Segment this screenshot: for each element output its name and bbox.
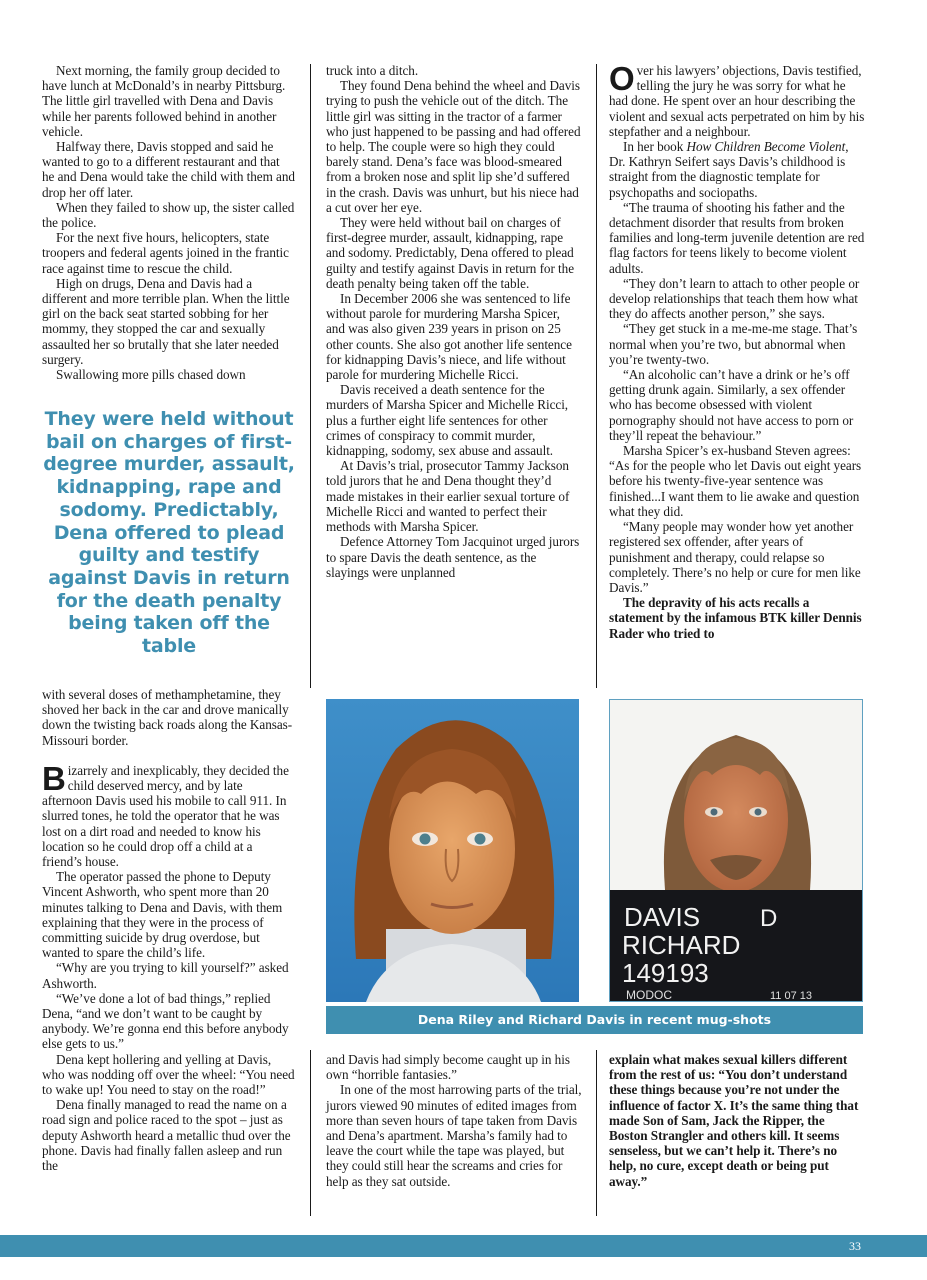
photo-richard-davis: [609, 699, 863, 1002]
column-1-top: [42, 63, 295, 382]
paragraph: [609, 139, 865, 200]
column-2-bottom: [326, 1052, 582, 1189]
book-lead: In her book: [623, 139, 687, 155]
paragraph: “An alcoholic can’t have a drink or he’s off getting drunk again. Similarly, a sex offender who has become obsessed with violent pornography should not have access to porn or they’ll repeat the behaviour.”: [609, 367, 854, 443]
column-3-bottom: [609, 1052, 865, 1189]
bold-paragraph: The depravity of his acts recalls a statement by the infamous BTK killer Dennis Rader who tried to: [609, 595, 862, 641]
column-3-top: [609, 60, 865, 641]
footer-bar: [0, 1235, 927, 1257]
mugshot-man-image: [610, 700, 862, 1001]
mugshot-footer-right: 11 07 13: [770, 990, 813, 1001]
dropcap-text: ver his lawyers’ objections, Davis testified, telling the jury he was sorry for what he had done. He spent over an hour describing the violent and sexual acts perpetrated on him by his stepfather and a neighbour.: [609, 63, 865, 139]
dropcap-text: izarrely and inexplicably, they decided the child deserved mercy, and by late afternoon Davis used his mobile to call 911. In slurred tones, he told the operator that he was lost on a dirt road and needed to know his location so he could drop off a child at a friend’s house.: [42, 762, 289, 870]
mugshot-line3: 149193: [622, 958, 709, 988]
dropcap-paragraph: [42, 759, 295, 870]
column-divider: [310, 1050, 311, 1216]
portrait-woman-image: [326, 699, 579, 1002]
column-divider: [596, 64, 597, 688]
paragraph: “We’ve done a lot of bad things,” replied Dena, “and we don’t want to be caught by anybody. We’re gonna end this before anybody else gets to us.”: [42, 990, 289, 1052]
paragraph: “They don’t learn to attach to other people or develop relationships that teach them how what they do affects another person,” she says.: [609, 275, 860, 322]
paragraph: “They get stuck in a me-me-me stage. That’s normal when you’re two, but abnormal when you’re twenty-two.: [609, 321, 858, 367]
pull-quote: They were held without bail on charges of first-degree murder, assault, kidnapping, rape and sodomy. Predictably, Dena offered to plead guilty and testify against Davis in return for the death penalty being taken off the table: [43, 408, 295, 658]
paragraph: truck into a ditch.: [326, 63, 419, 78]
paragraph: In December 2006 she was sentenced to life without parole for murdering Marsha Spicer, and was also given 239 years in prison on 25 other counts. She also got another life sentence for kidnapping Davis’s niece, and life without parole for murdering Michelle Ricci.: [326, 291, 572, 383]
page-number: 33: [849, 1239, 861, 1253]
mugshot-footer-left: MODOC: [626, 988, 672, 1001]
dropcap-letter: B: [42, 759, 66, 797]
column-divider: [596, 1050, 597, 1216]
paragraph: At Davis’s trial, prosecutor Tammy Jackson told jurors that he and Dena thought they’d made mistakes in their earlier sexual torture of Michelle Ricci and wanted to perfect their methods with Marsha Spicer.: [326, 458, 570, 535]
paragraph: “Why are you trying to kill yourself?” asked Ashworth.: [42, 960, 289, 991]
paragraph: and Davis had simply become caught up in his own “horrible fantasies.”: [326, 1052, 570, 1083]
paragraph: with several doses of methamphetamine, they shoved her back in the car and drove manically down the twisting back roads along the Kansas-Missouri border.: [42, 687, 293, 748]
book-rest: , Dr. Kathryn Seifert says Davis’s childhood is straight from the diagnostic template for psychopaths and sociopaths.: [609, 139, 849, 200]
column-2-top: [326, 63, 582, 580]
bold-paragraph: explain what makes sexual killers different from the rest of us: “You don’t understand these things because you’re not under the influence of factor X. It’s the same thing that made Son of Sam, Jack the Ripper, the Boston Strangler and others kill. It seems senseless, but we can’t help it. There’s no help, no cure, except death or being put away.”: [609, 1052, 859, 1189]
paragraph: Davis received a death sentence for the murders of Marsha Spicer and Michelle Ricci, plus a further eight life sentences for other crimes of conspiracy to commit murder, kidnapping, sodomy, sex abuse and assault.: [326, 382, 569, 459]
book-title: How Children Become Violent: [686, 139, 846, 155]
paragraph: Dena kept hollering and yelling at Davis, who was nodding off over the wheel: “You need to wake up! You need to stay on the road!”: [42, 1051, 295, 1098]
paragraph: When they failed to show up, the sister called the police.: [42, 199, 295, 231]
mugshot-line1: DAVIS: [624, 902, 701, 932]
paragraph: They were held without bail on charges of first-degree murder, assault, kidnapping, rape and sodomy. Predictably, Dena offered to plead guilty and testify against Davis in return for the death penalty being taken off the table.: [326, 215, 575, 291]
paragraph: The operator passed the phone to Deputy Vincent Ashworth, who spent more than 20 minutes talking to Dena and Davis, with them explaining that they were in the process of committing suicide by drug overdose, but wanted to spare the child’s life.: [42, 869, 283, 961]
paragraph: Defence Attorney Tom Jacquinot urged jurors to spare Davis the death sentence, as the slayings were unplanned: [326, 534, 580, 580]
paragraph: Dena finally managed to read the name on a road sign and police raced to the spot – just as deputy Ashworth heard a metallic thud over the phone. Davis had finally fallen asleep and run the: [42, 1097, 291, 1174]
paragraph: Marsha Spicer’s ex-husband Steven agrees: “As for the people who let Davis out eight years before his twenty-five-year sentence was finished...I want them to lie awake and question what they did.: [609, 443, 862, 519]
photo-caption: Dena Riley and Richard Davis in recent mug-shots: [326, 1006, 863, 1034]
paragraph: For the next five hours, helicopters, state troopers and federal agents joined in the frantic race against time to rescue the child.: [42, 230, 289, 276]
paragraph: “The trauma of shooting his father and the detachment disorder that results from broken families and long-term juvenile detention are red flag factors for teens likely to become violent adults.: [609, 199, 865, 276]
paragraph: Halfway there, Davis stopped and said he wanted to go to a different restaurant and that he and Dena would take the child with them and drop her off later.: [42, 139, 295, 200]
mugshot-line1b: D: [760, 905, 778, 932]
paragraph: “Many people may wonder how yet another registered sex offender, after years of punishment and therapy, could relapse so completely. There’s no help or cure for men like Davis.”: [609, 519, 861, 595]
dropcap-letter: O: [609, 60, 635, 97]
paragraph: In one of the most harrowing parts of the trial, jurors viewed 90 minutes of edited images from more than seven hours of tape taken from Davis and Dena’s apartment. Marsha’s family had to leave the court while the tape was played, but they could still hear the screams and cries for help as they sat outside.: [326, 1082, 582, 1189]
paragraph: They found Dena behind the wheel and Davis trying to push the vehicle out of the ditch. The little girl was sitting in the tractor of a farmer who just happened to be passing and had offered to help. The couple were so high they could barely stand. Dena’s face was blood-smeared from a broken nose and split lip she’d suffered in the crash. Davis was unhurt, but his niece had a cut over her eye.: [326, 78, 581, 215]
photo-dena-riley: [326, 699, 579, 1002]
paragraph: Swallowing more pills chased down: [56, 367, 246, 383]
paragraph: Next morning, the family group decided to have lunch at McDonald’s in nearby Pittsburg. The little girl travelled with Dena and Davis while her parents followed behind in another vehicle.: [42, 63, 286, 139]
paragraph: High on drugs, Dena and Davis had a different and more terrible plan. When the little girl on the back seat started sobbing for her mommy, they stopped the car and sexually assaulted her so brutally that she later needed surgery.: [42, 275, 290, 367]
mugshot-line2: RICHARD: [622, 930, 741, 960]
dropcap-paragraph: [609, 60, 865, 139]
column-divider: [310, 64, 311, 688]
column-1-bottom: [42, 687, 295, 1173]
